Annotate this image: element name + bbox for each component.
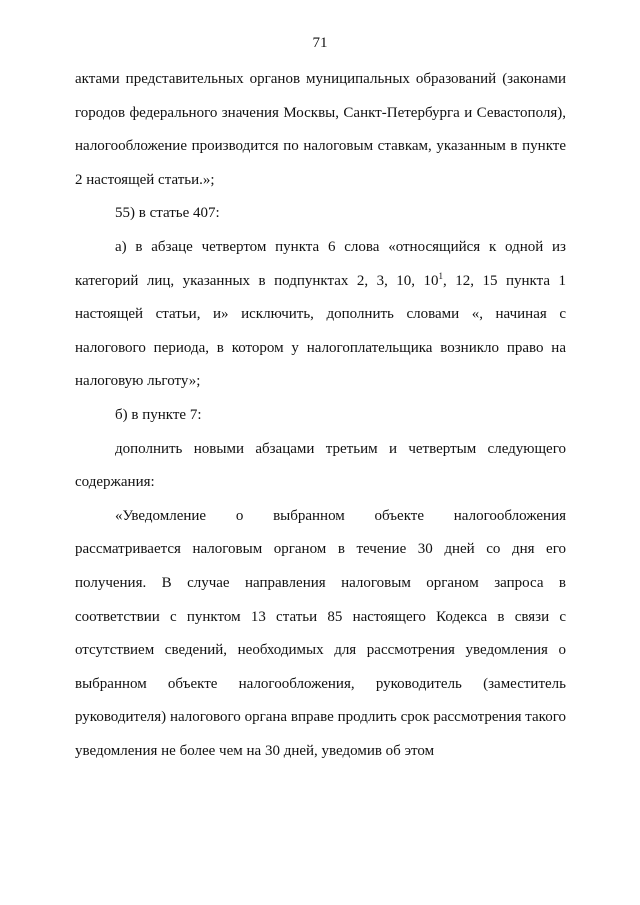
- paragraph-subitem-b: б) в пункте 7:: [115, 406, 202, 423]
- paragraph-continuation: актами представительных органов муниципальных образований (законами городов федерального значения Москвы, Санкт-Петербурга и Севастополя), налогообложение производится по налоговым ставкам, указанным в пункте 2 настоящей статьи.»;: [75, 71, 566, 188]
- subitem-a-text-end: , 12, 15 пункта 1 настоящей статьи, и» исключить, дополнить словами «, начиная с налогового периода, в котором у налогоплательщика возникло право на налоговую льготу»;: [75, 272, 567, 390]
- paragraph-item-55: 55) в статье 407:: [115, 205, 220, 222]
- paragraph-amendment-intro: дополнить новыми абзацами третьим и четвертым следующего содержания:: [75, 440, 566, 491]
- page-number: 71: [312, 35, 328, 51]
- superscript-index: 1: [438, 270, 444, 281]
- document-body: [75, 63, 566, 768]
- paragraph-quoted-text: «Уведомление о выбранном объекте налогообложения рассматривается налоговым органом в течение 30 дней со дня его получения. В случае направления налоговым органом запроса в соответствии с пунктом 13 статьи 85 настоящего Кодекса в связи с отсутствием сведений, необходимых для рассмотрения уведомления о выбранном объекте налогообложения, руководитель (заместитель руководителя) налогового органа вправе продлить срок рассмотрения такого уведомления не более чем на 30 дней, уведомив об этом: [75, 507, 566, 759]
- subitem-a-text-start: а) в абзаце четвертом пункта 6 слова «относящийся к одной из категорий лиц, указанных в подпунктах 2, 3, 10, 10: [75, 238, 566, 289]
- paragraph-subitem-a: [75, 231, 566, 399]
